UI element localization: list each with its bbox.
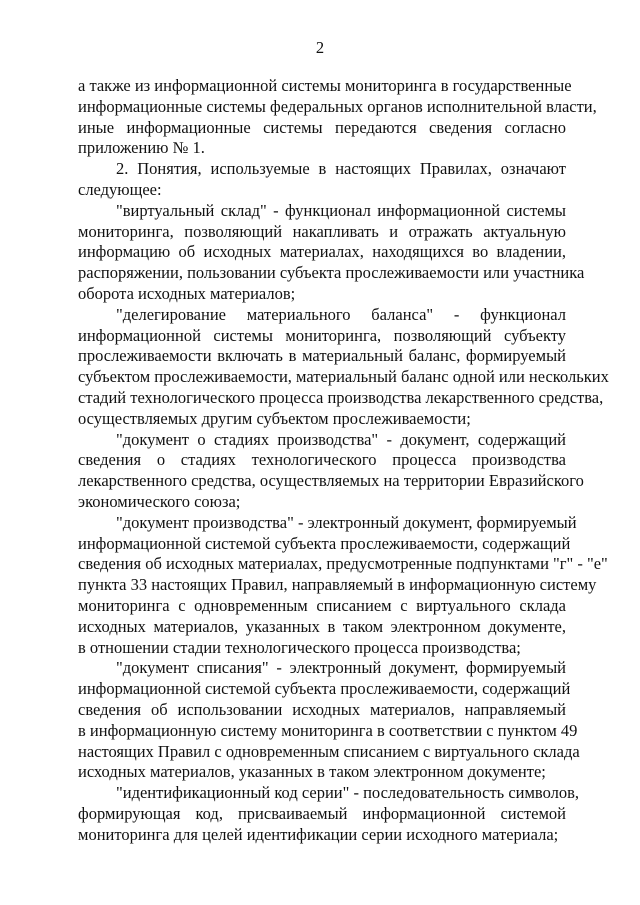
text-line: в отношении стадии технологического процесса производства;	[78, 637, 521, 657]
text-line: мониторинга, позволяющий накапливать и отражать актуальную	[78, 221, 566, 241]
paragraph-continuation	[78, 76, 597, 159]
text-line: распоряжении, пользовании субъекта прослеживаемости или участника	[78, 263, 585, 283]
text-line: а также из информационной системы мониторинга в государственные	[78, 76, 572, 95]
text-line: сведения о стадиях технологического процесса производства	[78, 450, 566, 470]
text-line: осуществляемых другим субъектом прослеживаемости;	[78, 408, 471, 428]
text-line: формирующая код, присваиваемый информационной системой	[78, 803, 566, 823]
text-line: "идентификационный код серии" - последовательность символов,	[116, 783, 580, 803]
text-line: мониторинга с одновременным списанием с виртуального склада	[78, 595, 566, 615]
text-line: информационные системы федеральных органов исполнительной власти,	[78, 96, 597, 116]
text-line: прослеживаемости включать в материальный баланс, формируемый	[78, 346, 566, 366]
text-line: иные информационные системы передаются сведения согласно	[78, 117, 566, 137]
text-line: "документ о стадиях производства" - документ, содержащий	[116, 429, 566, 449]
text-line: сведения об исходных материалах, предусмотренные подпунктами "г" - "е"	[78, 554, 608, 574]
page-number: 2	[315, 38, 325, 57]
text-line: субъектом прослеживаемости, материальный баланс одной или нескольких	[78, 367, 609, 387]
text-line: информационной системой субъекта прослеживаемости, содержащий	[78, 533, 571, 553]
definition-balance-delegation	[78, 304, 609, 430]
text-line: "делегирование материального баланса" - функционал	[116, 304, 566, 324]
text-line: экономического союза;	[78, 491, 241, 511]
text-line: информационной системы мониторинга, позволяющий субъекту	[78, 325, 566, 345]
text-line: информацию об исходных материалах, находящихся во владении,	[78, 242, 566, 262]
text-line: лекарственного средства, осуществляемых на территории Евразийского	[78, 471, 584, 491]
text-line: сведения об использовании исходных материалов, направляемый	[78, 699, 566, 719]
text-line: пункта 33 настоящих Правил, направляемый в информационную систему	[78, 575, 597, 595]
text-line: 2. Понятия, используемые в настоящих Правилах, означают	[116, 159, 566, 179]
text-line: исходных материалов, указанных в таком электронном документе;	[78, 762, 546, 782]
text-line: приложению № 1.	[78, 138, 205, 158]
paragraph-section-2	[78, 159, 566, 201]
text-line: мониторинга для целей идентификации серии исходного материала;	[78, 824, 559, 844]
definition-virtual-warehouse	[78, 200, 585, 305]
text-line: "документ производства" - электронный документ, формируемый	[116, 512, 577, 532]
text-line: в информационную систему мониторинга в соответствии с пунктом 49	[78, 720, 578, 740]
text-line: информационной системой субъекта прослеживаемости, содержащий	[78, 679, 571, 699]
definition-production-document	[78, 512, 608, 659]
definition-production-stages-document	[78, 429, 584, 513]
text-line: следующее:	[78, 179, 162, 199]
definition-series-id-code	[78, 783, 580, 845]
document-body	[78, 76, 609, 845]
text-line: "документ списания" - электронный документ, формируемый	[116, 658, 566, 678]
definition-write-off-document	[78, 658, 580, 783]
text-line: "виртуальный склад" - функционал информационной системы	[116, 200, 566, 220]
text-line: настоящих Правил с одновременным списанием с виртуального склада	[78, 741, 580, 761]
text-line: исходных материалов, указанных в таком электронном документе,	[78, 616, 566, 636]
text-line: стадий технологического процесса производства лекарственного средства,	[78, 387, 604, 407]
text-line: оборота исходных материалов;	[78, 283, 296, 303]
